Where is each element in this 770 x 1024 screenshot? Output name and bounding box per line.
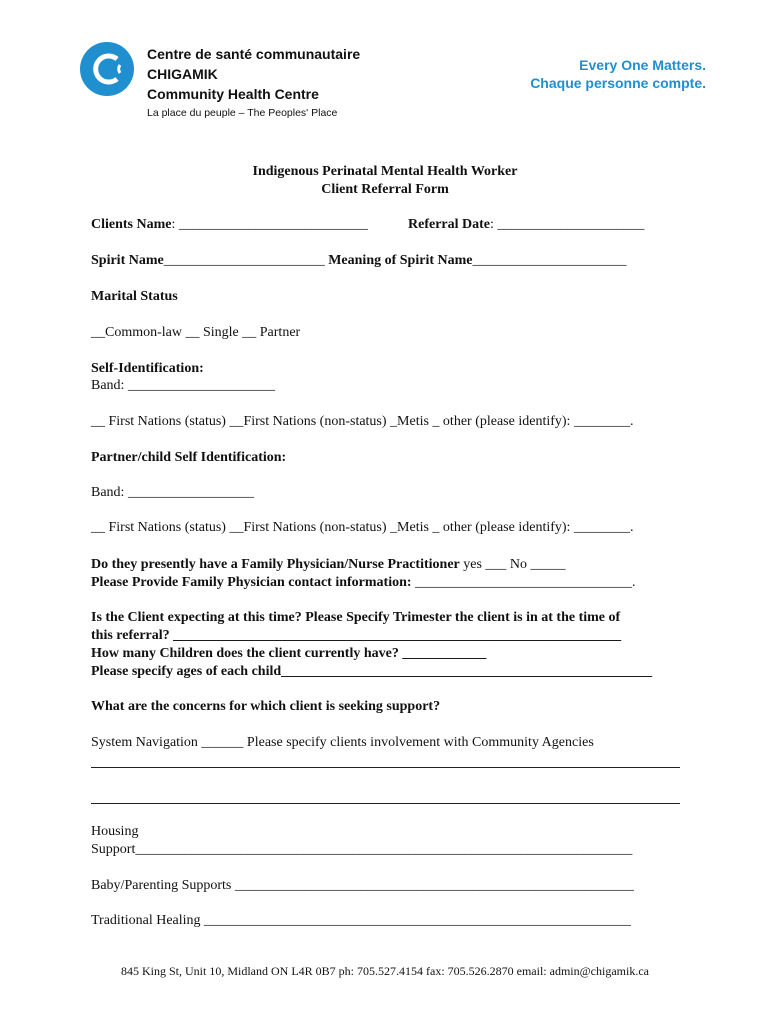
band-field[interactable]: Band: _____________________: [91, 378, 275, 393]
children-count-question[interactable]: How many Children does the client currently have? ____________: [91, 646, 487, 661]
meaning-spirit-name-blank[interactable]: ______________________: [472, 253, 627, 268]
footer-contact: 845 King St, Unit 10, Midland ON L4R 0B7 ph: 705.527.4154 fax: 705.526.2870 email: admin@chigamik.ca: [120, 964, 649, 978]
slogan-en: Every One Matters.: [579, 57, 706, 73]
referral-date-label: Referral Date: [408, 217, 491, 232]
concerns-question: What are the concerns for which client is seeking support?: [91, 699, 441, 714]
org-name-block: [147, 44, 360, 120]
answer-line-1[interactable]: [91, 767, 680, 768]
physician-question[interactable]: [91, 556, 566, 574]
org-tagline: La place du peuple – The Peoples' Place: [147, 107, 338, 119]
physician-contact-blank[interactable]: _______________________________.: [411, 575, 636, 590]
referral-date-field[interactable]: [408, 216, 644, 234]
chigamik-logo-icon: [80, 40, 136, 98]
expecting-question-line2[interactable]: this referral? ________________________________________________________________: [91, 628, 622, 643]
housing-support-field[interactable]: Support_______________________________________________________________________: [91, 842, 633, 857]
clients-name-label: Clients Name: [91, 217, 172, 232]
housing-label: Housing: [91, 824, 139, 839]
physician-contact-field[interactable]: [91, 574, 636, 592]
spirit-name-row[interactable]: [91, 252, 626, 270]
org-name-chigamik: CHIGAMIK: [147, 66, 218, 82]
form-subtitle: Client Referral Form: [321, 182, 449, 197]
self-id-status-options[interactable]: __ First Nations (status) __First Nations (non-status) _Metis _ other (please identify): ________.: [91, 414, 634, 429]
org-name-en: Community Health Centre: [147, 86, 319, 102]
traditional-healing-field[interactable]: Traditional Healing _____________________________________________________________: [91, 913, 632, 928]
org-name-fr: Centre de santé communautaire: [147, 46, 361, 62]
form-title: Indigenous Perinatal Mental Health Worker: [252, 164, 518, 179]
partner-status-options[interactable]: __ First Nations (status) __First Nations (non-status) _Metis _ other (please identify): ________.: [91, 520, 634, 535]
meaning-spirit-name-label: Meaning of Spirit Name: [328, 253, 473, 268]
spirit-name-label: Spirit Name: [91, 253, 164, 268]
answer-line-2[interactable]: [91, 803, 680, 804]
slogan-block: [530, 56, 706, 92]
marital-status-options[interactable]: __Common-law __ Single __ Partner: [91, 325, 301, 340]
expecting-question-line1: Is the Client expecting at this time? Please Specify Trimester the client is in at the time of: [91, 610, 621, 625]
system-navigation-field[interactable]: System Navigation ______ Please specify clients involvement with Community Agencies: [91, 735, 594, 750]
baby-parenting-field[interactable]: Baby/Parenting Supports _________________________________________________________: [91, 878, 634, 893]
clients-name-field[interactable]: [91, 216, 368, 234]
physician-contact-label: Please Provide Family Physician contact information:: [91, 575, 412, 590]
referral-date-blank[interactable]: : _____________________: [490, 217, 645, 232]
physician-question-label: Do they presently have a Family Physician/Nurse Practitioner: [91, 557, 460, 572]
clients-name-blank[interactable]: : ___________________________: [171, 217, 368, 232]
spirit-name-blank[interactable]: _______________________: [163, 253, 325, 268]
physician-yes-no[interactable]: yes ___ No _____: [459, 557, 566, 572]
partner-child-id-label: Partner/child Self Identification:: [91, 450, 287, 465]
slogan-fr: Chaque personne compte.: [530, 75, 706, 91]
self-identification-label: Self-Identification:: [91, 361, 204, 376]
children-ages-question[interactable]: Please specify ages of each child_____________________________________________________: [91, 664, 653, 679]
marital-status-label: Marital Status: [91, 289, 178, 304]
partner-band-field[interactable]: Band: __________________: [91, 485, 254, 500]
